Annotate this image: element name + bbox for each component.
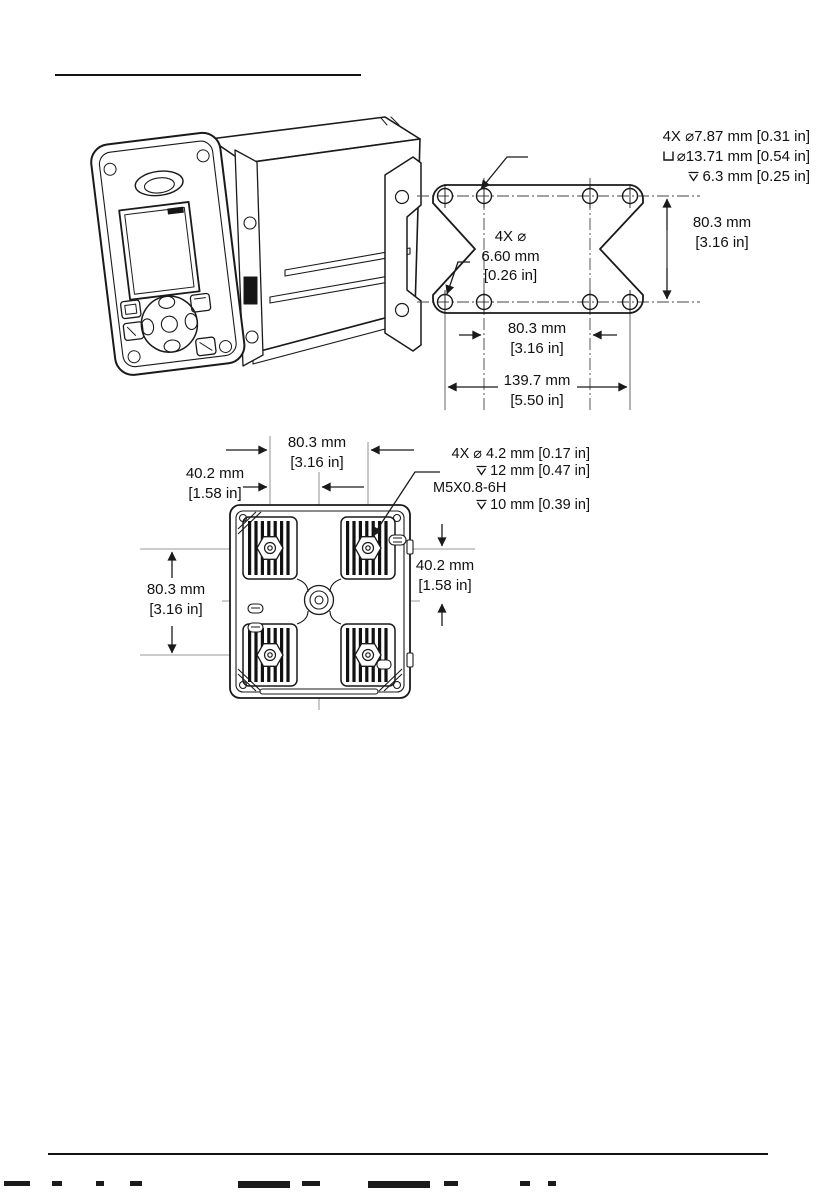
dim-overall-width-label: 139.7 mm [5.50 in] xyxy=(503,372,571,409)
dim-left-spacing-label: 80.3 mm [3.16 in] xyxy=(146,581,206,618)
callout-line-diameter: 4X ⌀7.87 mm [0.31 in] xyxy=(662,128,810,145)
depth-icon xyxy=(687,168,700,188)
depth-icon xyxy=(475,498,488,515)
center-hole-callout: 4X ⌀ 6.60 mm [0.26 in] xyxy=(481,228,540,284)
title-underline xyxy=(55,74,361,76)
callout-line-drill-depth: 12 mm [0.47 in] xyxy=(490,462,590,479)
thread-callout xyxy=(433,446,590,514)
dim-right-offset-label: 40.2 mm [1.58 in] xyxy=(415,557,475,594)
footer-rule xyxy=(48,1153,768,1155)
callout-line-depth: 6.3 mm [0.25 in] xyxy=(702,168,810,185)
callout-line-thread-depth: 10 mm [0.39 in] xyxy=(490,496,590,513)
dim-height-label: 80.3 mm [3.16 in] xyxy=(692,214,752,251)
hole-size-callout xyxy=(510,127,810,188)
dim-top-offset-label: 40.2 mm [1.58 in] xyxy=(185,465,245,502)
callout-line-thread: M5X0.8-6H xyxy=(433,480,507,496)
depth-icon xyxy=(475,464,488,481)
footer-cutoff-text xyxy=(0,1181,560,1192)
dim-top-spacing-label: 80.3 mm [3.16 in] xyxy=(287,434,347,471)
dim-hole-spacing-label: 80.3 mm [3.16 in] xyxy=(507,320,567,357)
callout-line-counterbore: ⌀13.71 mm [0.54 in] xyxy=(676,147,810,165)
controller-isometric-drawing xyxy=(85,105,430,390)
callout-line-drill: 4X ⌀ 4.2 mm [0.17 in] xyxy=(451,446,590,462)
counterbore-icon xyxy=(662,148,675,168)
